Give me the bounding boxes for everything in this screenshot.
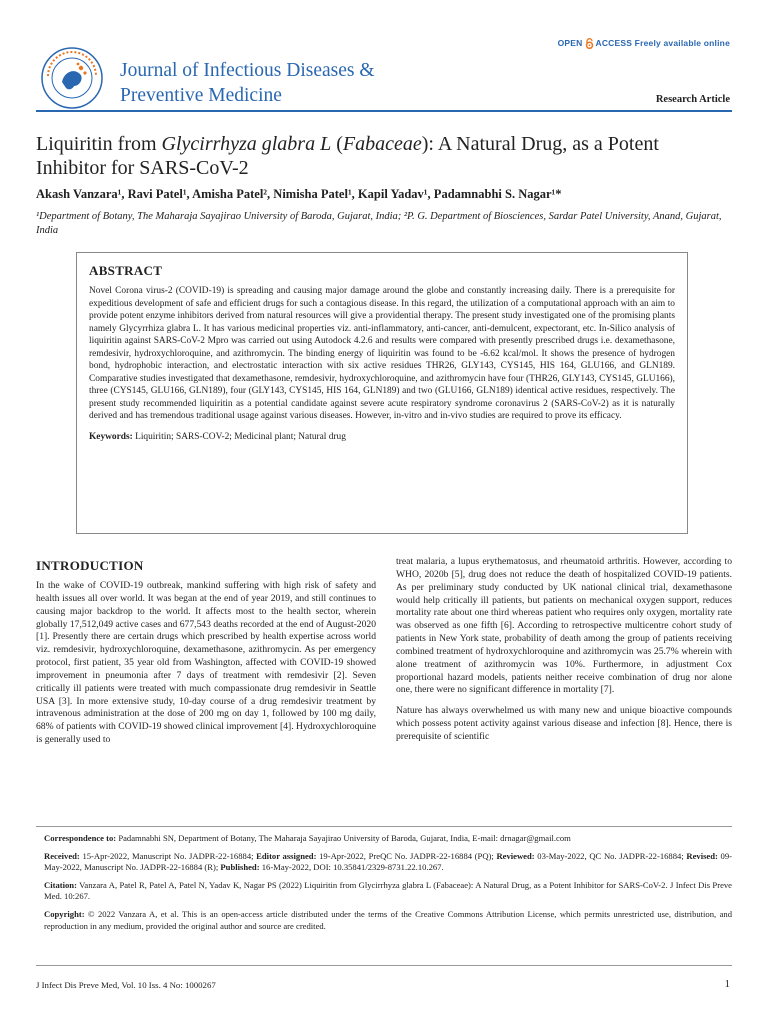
family-name: Fabaceae	[342, 133, 422, 155]
page-number: 1	[724, 978, 730, 990]
open-access-suffix: ACCESS Freely available online	[595, 38, 730, 48]
author-list: Akash Vanzara¹, Ravi Patel¹, Amisha Patel², Nimisha Patel¹, Kapil Yadav¹, Padamnabhi S. Nagar¹*	[36, 187, 562, 201]
article-footnotes	[36, 826, 732, 938]
abstract-text: Novel Corona virus-2 (COVID-19) is spreading and causing major damage around the globe and constantly increasing daily. There is a prerequisite for expeditious development of safe and efficient drugs for such a contagious disease. In this regard, the utilization of a computational approach with an aim to provide potent enzyme inhibitors derived from natural resources will give a providential therapy. The present study investigated one of the promising plants namely Glycyrrhiza glabra L. It has various medicinal properties viz. anti-inflammatory, anti-cancer, anti-demulcent, expectorant, etc. In-Silico analysis of liquiritin against SARS-CoV-2 Mpro was carried out using Autodock 4.2.6 and results were compared with presently prescribed drugs i.e. dexamethasone, remdesivir, hydroxychloroquine, and azithromycin. The binding energy of liquiritin was found to be -6.62 kcal/mol. It shows the presence of hydrogen bond, hydrophobic interaction, and electrostatic interaction with six active residues THR26, GLY143, CYS145, HIS 164, GLU166, and GLN189. Comparative studies investigated that dexamethasone, remdesivir, hydroxychloroquine, and azithromycin have four (THR26, GLY143, CYS145, GLU166), three (CYS145, GLU166, GLN189), four (GLY143, CYS145, HIS 164, GLN189) and two (GLU166, GLN189) identical active residues, respectively. The present study recommended liquiritin as a potential candidate against severe acute respiratory syndrome coronavirus 2 (SARS-CoV-2) as it is naturally derived and has tremendous traditional usage against various diseases. However, in-vitro and in-vivo studies are required to prove its efficacy.	[89, 286, 675, 422]
footer-divider	[36, 965, 732, 966]
journal-title-line1: Journal of Infectious Diseases &	[120, 60, 375, 81]
keywords	[89, 431, 675, 444]
intro-paragraph: treat malaria, a lupus erythematosus, and rheumatoid arthritis. However, according to WHO, 2020b [5], drug does not reduce the death of hospitalized COVID-19 patients. As per preliminary study conducted by UK national clinical trial, dexamethasone would help critically ill patients, but patients on mechanical oxygen support, reduces mortality rate about one third whereas patient who requires only oxygen, mortality rate was observed as one fifth [6]. According to retrospective multicentre cohort study of patients in New York state, probability of death among the group of patients receiving combined treatment of hydroxychloroquine and azithromycin was 25.7% wherein with alone treatment of azithromycin was 10%. Furthermore, in adjustment Cox proportional hazard models, patients neither receive combination of drug nor alone one, there were no significant difference in mortality [7].	[396, 556, 732, 696]
article-history: Received: 15-Apr-2022, Manuscript No. JADPR-22-16884; Editor assigned: 19-Apr-2022, PreQC No. JADPR-22-16884 (PQ); Reviewed: 03-May-2022, QC No. JADPR-22-16884; Revised: 09-May-2022, Manuscript No. JADPR-22-16884 (R); Published: 16-May-2022, DOI: 10.35841/2329-8731.22.10.267.	[44, 850, 733, 873]
journal-reference: J Infect Dis Preve Med, Vol. 10 Iss. 4 No: 1000267	[36, 980, 216, 990]
intro-paragraph: Nature has always overwhelmed us with many new and unique bioactive compounds which possess potent activity against various disease and infection [8]. Hence, there is prerequisite of scientific	[396, 705, 732, 742]
journal-title	[120, 58, 375, 108]
correspondence: Correspondence to: Padamnabhi SN, Department of Botany, The Maharaja Sayajirao University of Baroda, Gujarat, India, E-mail: drnagar@gmail.com	[44, 833, 571, 843]
journal-logo	[40, 46, 104, 110]
keywords-list: Liquiritin; SARS-COV-2; Medicinal plant; Natural drug	[132, 432, 346, 443]
affiliations: ¹Department of Botany, The Maharaja Sayajirao University of Baroda, Gujarat, India; ²P. G. Department of Biosciences, Sardar Patel University, Anand, Gujarat, India	[36, 211, 722, 236]
header-divider	[36, 110, 732, 112]
introduction-heading: INTRODUCTION	[36, 558, 144, 573]
article-type: Research Article	[655, 94, 730, 105]
article-title: Liquiritin from Glycirrhyza glabra L (Fabaceae): A Natural Drug, as a Potent Inhibitor for SARS-CoV-2	[36, 133, 659, 179]
open-access-lock-icon	[585, 38, 594, 48]
journal-title-line2: Preventive Medicine	[120, 85, 282, 106]
intro-paragraph: In the wake of COVID-19 outbreak, mankind suffering with high risk of safety and health issues all over world. It was began at the end of year 2019, and still continues to causing major backdrop to the world. It affects most to the health sector, wherein globally 17,512,049 active cases and 677,543 deaths recorded at the end of August-2020 [1]. Presently there are certain drugs which prescribed by health expertise across world viz. remdesivir, hydroxychloroquine, dexamethasone, azithromycin. As per emergency protocol, first patient, 35 year old from Washington, affected with COVID-19 showed improvement in pneumonia after 7 days of treatment with remdesivir [2]. Seven critically ill patients were treated with much compassionate drug remdesivir in Seattle USA [3]. In more extensive study, 10-day course of a drug remdesivir treatment by intravenous administration at the dose of 200 mg on day 1, followed by 100 mg daily, 68% of patients with COVID-19 showed clinical improvement [4]. Hydroxychloroquine is generally used to	[36, 580, 376, 746]
introduction-left-column	[36, 580, 376, 747]
open-access-badge	[558, 38, 730, 48]
abstract-box	[76, 252, 688, 534]
keywords-label: Keywords:	[89, 432, 133, 443]
open-access-prefix: OPEN	[557, 38, 583, 48]
introduction-right-column	[396, 556, 732, 744]
abstract-heading: ABSTRACT	[89, 263, 163, 278]
copyright: Copyright: © 2022 Vanzara A, et al. This is an open-access article distributed under the terms of the Creative Commons Attribution License, which permits unrestricted use, distribution, and reproduction in any medium, provided the original author and source are credited.	[44, 908, 732, 931]
species-name: Glycirrhyza glabra L	[161, 133, 332, 155]
citation: Citation: Vanzara A, Patel R, Patel A, Patel N, Yadav K, Nagar PS (2022) Liquiritin from Glycirrhyza glabra L (Fabaceae): A Natural Drug, as a Potent Inhibitor for SARS-CoV-2. J Infect Dis Preve Med. 10:267.	[44, 879, 732, 902]
